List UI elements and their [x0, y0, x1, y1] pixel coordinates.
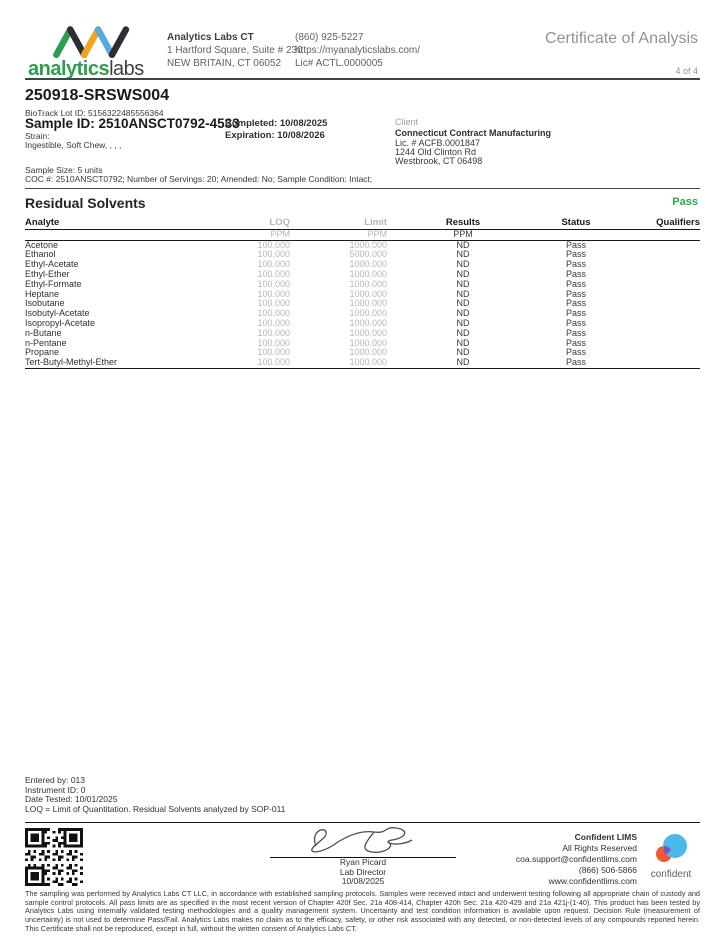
analytics-labs-logo: [28, 20, 158, 81]
coc-details: COC #: 2510ANSCT0792; Number of Servings: 20; Amended: No; Sample Condition: Intact;: [25, 174, 373, 184]
cell-loq: 100.000: [257, 240, 290, 250]
sample-divider: [25, 188, 700, 189]
lab-name: Analytics Labs CT: [167, 32, 254, 43]
batch-id: 250918-SRSWS004: [25, 87, 170, 104]
cell-status: Pass: [565, 289, 586, 299]
cell-status: Pass: [539, 358, 613, 368]
unit-analyte: [25, 229, 205, 240]
strain-value: Ingestible, Soft Chew, , , ,: [25, 140, 122, 150]
table-row: [25, 280, 700, 290]
cell-analyte: Ethanol: [25, 250, 56, 260]
cell-results: ND: [387, 358, 539, 368]
cell-status: Pass: [565, 250, 586, 260]
strain-label: Strain:: [25, 131, 50, 141]
brand-wordmark-analytics: analytics: [28, 58, 110, 80]
cell-analyte: Tert-Butyl-Methyl-Ether: [25, 358, 205, 368]
cell-loq: 100.000: [257, 328, 290, 338]
cell-qualifiers: [613, 260, 700, 270]
table-row: [25, 270, 700, 280]
lab-phone: (860) 925-5227: [295, 32, 364, 43]
loq-note: LOQ = Limit of Quantitation. Residual Solvents analyzed by SOP-011: [25, 803, 286, 814]
cell-qualifiers: [613, 319, 700, 329]
table-row: [25, 250, 700, 260]
cell-loq: 100.000: [257, 279, 290, 289]
confident-logo-text: confident: [650, 869, 692, 880]
cell-results: ND: [456, 309, 470, 319]
cell-status: Pass: [565, 279, 586, 289]
cell-qualifiers: [613, 250, 700, 260]
completed-date: Completed: 10/08/2025: [225, 118, 328, 129]
cell-results: ND: [456, 250, 470, 260]
lab-address-line2: NEW BRITAIN, CT 06052: [167, 58, 282, 69]
cell-loq: 100.000: [257, 348, 290, 358]
lab-contact-block: [295, 31, 420, 70]
table-row: [25, 329, 700, 339]
cell-analyte: Isobutyl-Acetate: [25, 309, 90, 319]
table-row: [25, 348, 700, 358]
lab-address-block: [167, 31, 303, 70]
cell-analyte: Ethyl-Formate: [25, 279, 82, 289]
cell-results: ND: [456, 338, 470, 348]
table-row: [25, 290, 700, 300]
qr-code: [25, 828, 83, 886]
entered-by: Entered by: 013: [25, 775, 86, 785]
signature-block: [270, 822, 456, 887]
cell-analyte: Propane: [25, 348, 60, 358]
cell-limit: 1000.000: [349, 318, 387, 328]
header-status: Status: [539, 218, 613, 229]
cell-loq: 100.000: [205, 358, 290, 368]
cell-loq: 100.000: [257, 250, 290, 260]
cell-loq: 100.000: [257, 269, 290, 279]
header-results: Results: [387, 218, 539, 229]
cell-limit: 1000.000: [349, 279, 387, 289]
lims-rights: All Rights Reserved: [562, 843, 637, 853]
header-qualifiers: Qualifiers: [613, 218, 700, 229]
cell-status: Pass: [565, 299, 586, 309]
cell-qualifiers: [613, 358, 700, 368]
cell-results: ND: [456, 289, 470, 299]
cell-status: Pass: [565, 318, 586, 328]
cell-status: Pass: [565, 338, 586, 348]
cell-qualifiers: [613, 270, 700, 280]
cell-limit: 1000.000: [349, 348, 387, 358]
cell-analyte: Ethyl-Ether: [25, 269, 70, 279]
disclaimer-text: The sampling was performed by Analytics Labs CT LLC, in accordance with established sampling protocols. Samples were received intact and underwent testing following all appropriate chain of custody and sample control protocols. All pass limits are as specified in the most recent version of Chapter 420f Sec. 21a 408-414, Chapter 420h Sec. 21a 420-429 and 21a 421j-(1-40). This product has been tested by Analytics Labs using internally validated testing methodologies and a quality management system. Uncertainty and test condition information is available upon request. Decision Rule (measurement of uncertainty) is not used to determine Pass/Fail. Analytics Labs makes no claim as to the efficacy, safety, or other risk associated with any detected, or non-detected levels of any compounds reported herein. This Certificate shall not be reproduced, except in full, without the written consent of Analytics Labs CT.: [25, 889, 700, 933]
cell-loq: 100.000: [257, 260, 290, 270]
biotrack-lot-id: BioTrack Lot ID: 5156322485556364: [25, 108, 164, 118]
signature-icon: [288, 822, 438, 860]
header-divider: [25, 78, 700, 80]
cell-results: ND: [456, 348, 470, 358]
cell-qualifiers: [613, 339, 700, 349]
client-name: Connecticut Contract Manufacturing: [395, 128, 552, 138]
cell-limit: 1000.000: [349, 338, 387, 348]
table-units-body: [25, 229, 700, 240]
cell-status: Pass: [565, 260, 586, 270]
unit-limit: PPM: [290, 229, 387, 240]
cell-limit: 1000.000: [349, 260, 387, 270]
unit-loq: PPM: [205, 229, 290, 240]
table-row: [25, 299, 700, 309]
lims-name: Confident LIMS: [574, 832, 637, 842]
lims-phone: (866) 506-5866: [578, 865, 637, 875]
cell-results: ND: [456, 240, 470, 250]
signer-name: Ryan Picard: [339, 857, 387, 867]
header-analyte: Analyte: [25, 218, 205, 229]
section-status-badge: Pass: [672, 196, 698, 208]
expiration-date: Expiration: 10/08/2026: [225, 130, 325, 141]
residual-solvents-table: [25, 218, 700, 369]
cell-qualifiers: [613, 240, 700, 250]
cell-qualifiers: [613, 329, 700, 339]
cell-limit: 1000.000: [290, 358, 387, 368]
cell-limit: 5000.000: [349, 250, 387, 260]
lims-website-link[interactable]: www.confidentlims.com: [548, 876, 637, 886]
section-title: Residual Solvents: [25, 195, 146, 211]
unit-status: [539, 229, 613, 240]
cell-qualifiers: [613, 309, 700, 319]
confident-logo: [645, 832, 697, 880]
client-label: Client: [395, 117, 419, 127]
cell-qualifiers: [613, 290, 700, 300]
cell-qualifiers: [613, 299, 700, 309]
header-limit: Limit: [290, 218, 387, 229]
lims-email-link[interactable]: coa.support@confidentlims.com: [515, 854, 637, 864]
table-row: [25, 339, 700, 349]
cell-loq: 100.000: [257, 318, 290, 328]
client-license: Lic. # ACFB.0001847: [395, 138, 481, 148]
cell-loq: 100.000: [257, 309, 290, 319]
cell-analyte: Heptane: [25, 289, 60, 299]
analytics-labs-logo-icon: [42, 20, 142, 60]
cell-results: ND: [456, 299, 470, 309]
cell-limit: 1000.000: [349, 309, 387, 319]
table-header: [25, 218, 700, 229]
table-row: [25, 260, 700, 270]
cell-loq: 100.000: [257, 299, 290, 309]
cell-loq: 100.000: [257, 289, 290, 299]
client-address-line2: Westbrook, CT 06498: [395, 156, 483, 166]
table-row: [25, 358, 700, 368]
cell-results: ND: [456, 328, 470, 338]
cell-limit: 1000.000: [349, 289, 387, 299]
brand-wordmark-labs: labs: [109, 58, 144, 80]
table-row: [25, 319, 700, 329]
confident-logo-icon: [651, 832, 691, 864]
cell-analyte: Isopropyl-Acetate: [25, 318, 96, 328]
unit-qualifiers: [613, 229, 700, 240]
signature-date: 10/08/2025: [341, 876, 385, 886]
sample-size: Sample Size: 5 units: [25, 165, 103, 175]
cell-status: Pass: [565, 328, 586, 338]
cell-results: ND: [456, 269, 470, 279]
cell-analyte: Ethyl-Acetate: [25, 260, 79, 270]
cell-qualifiers: [613, 348, 700, 358]
header-loq: LOQ: [205, 218, 290, 229]
cell-analyte: n-Butane: [25, 328, 62, 338]
sample-id: Sample ID: 2510ANSCT0792-4533: [25, 116, 240, 131]
date-tested: Date Tested: 10/01/2025: [25, 794, 118, 805]
cell-results: ND: [456, 318, 470, 328]
cell-results: ND: [456, 260, 470, 270]
cell-analyte: n-Pentane: [25, 338, 67, 348]
unit-results: PPM: [387, 229, 539, 240]
cell-limit: 1000.000: [349, 328, 387, 338]
cell-analyte: Isobutane: [25, 299, 65, 309]
signer-title: Lab Director: [339, 866, 387, 877]
solvents-table-body: [25, 240, 700, 368]
table-row: [25, 240, 700, 250]
table-row: [25, 309, 700, 319]
cell-status: Pass: [565, 269, 586, 279]
cell-limit: 1000.000: [349, 240, 387, 250]
lims-info-block: [516, 832, 637, 887]
lab-license: Lic# ACTL.0000005: [295, 58, 383, 69]
lab-website-link[interactable]: https://myanalyticslabs.com/: [295, 45, 421, 56]
client-address-line1: 1244 Old Clinton Rd: [395, 147, 477, 157]
cell-limit: 1000.000: [349, 269, 387, 279]
cell-limit: 1000.000: [349, 299, 387, 309]
cell-status: Pass: [565, 309, 586, 319]
cell-loq: 100.000: [257, 338, 290, 348]
page-number: 4 of 4: [675, 66, 698, 76]
cell-status: Pass: [565, 240, 586, 250]
cell-status: Pass: [565, 348, 586, 358]
cell-analyte: Acetone: [25, 240, 59, 250]
certificate-title: Certificate of Analysis: [545, 30, 698, 47]
cell-qualifiers: [613, 280, 700, 290]
lab-address-line1: 1 Hartford Square, Suite # 230: [167, 45, 303, 56]
units-row: [25, 229, 700, 240]
footer-notes: [25, 776, 285, 814]
cell-results: ND: [456, 279, 470, 289]
instrument-id: Instrument ID: 0: [25, 784, 86, 795]
